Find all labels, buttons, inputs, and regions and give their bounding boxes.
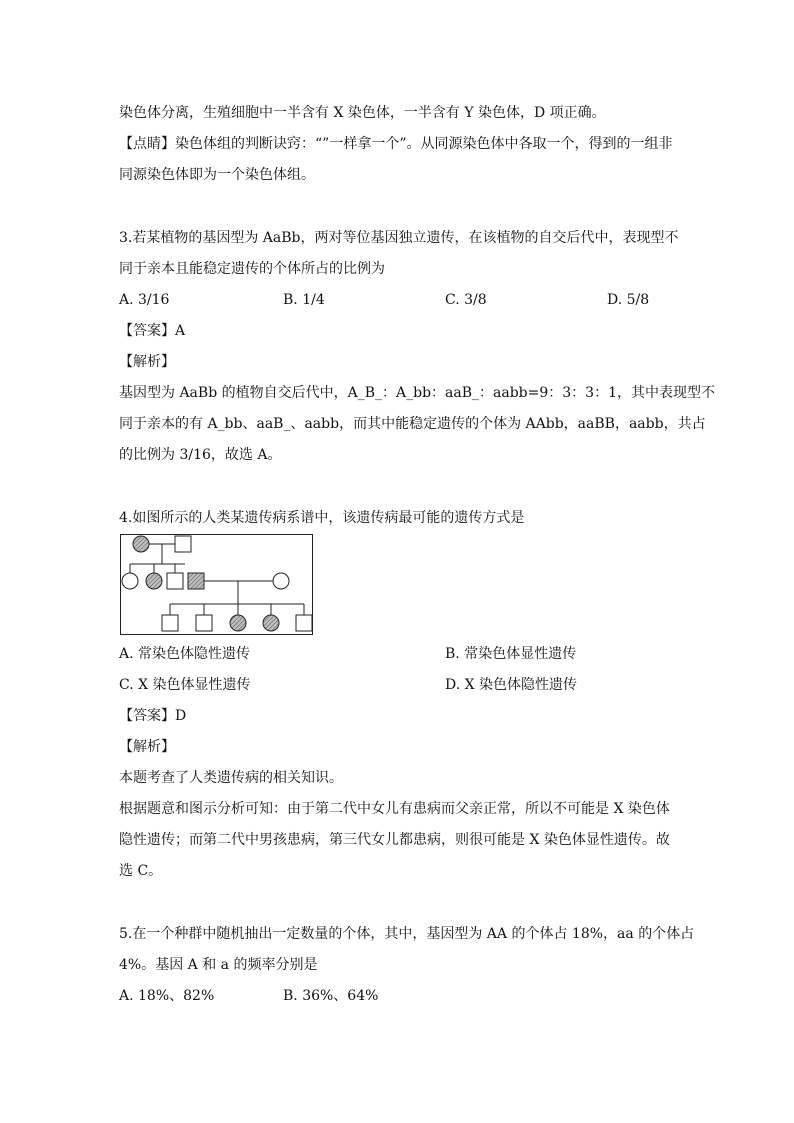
- q3-analysis-line-1: 基因型为 AaBb 的植物自交后代中，A_B_：A_bb：aaB_：aabb=9：3：3：1，其中表现型不: [119, 385, 715, 401]
- q3-analysis-heading: 【解析】: [119, 354, 175, 370]
- gen2-unaffected-male: [167, 573, 183, 589]
- q3-option-c: C. 3/8: [445, 292, 487, 308]
- q3-option-a: A. 3/16: [119, 292, 170, 308]
- gen2-affected-female: [146, 573, 162, 589]
- q5-option-b: B. 36%、64%: [283, 988, 379, 1004]
- q5-stem-line-2: 4%。基因 A 和 a 的频率分别是: [119, 957, 318, 973]
- pedigree-svg: [121, 535, 314, 636]
- gen3-affected-female-2: [263, 615, 279, 631]
- gen1-affected-female: [133, 536, 149, 552]
- gen3-unaffected-male-3: [296, 615, 312, 631]
- gen2-spouse-female: [273, 573, 289, 589]
- q4-answer: 【答案】D: [119, 708, 187, 724]
- gen3-affected-female-1: [230, 615, 246, 631]
- q4-option-d: D. X 染色体隐性遗传: [445, 677, 578, 693]
- intro-line-3: 同源染色体即为一个染色体组。: [119, 167, 315, 183]
- q4-analysis-line-2: 根据题意和图示分析可知：由于第二代中女儿有患病而父亲正常，所以不可能是 X 染色体: [119, 801, 670, 817]
- q3-analysis-line-2: 同于亲本的有 A_bb、aaB_、aabb，而其中能稳定遗传的个体为 AAbb，aaBB，aabb，共占: [119, 416, 706, 432]
- pedigree-chart: [120, 534, 313, 635]
- q4-analysis-heading: 【解析】: [119, 739, 175, 755]
- q3-option-b: B. 1/4: [283, 292, 325, 308]
- q4-option-a: A. 常染色体隐性遗传: [119, 646, 251, 662]
- intro-line-1: 染色体分离，生殖细胞中一半含有 X 染色体，一半含有 Y 染色体，D 项正确。: [119, 105, 606, 121]
- q3-stem-line-2: 同于亲本且能稳定遗传的个体所占的比例为: [119, 261, 385, 277]
- q4-analysis-line-3: 隐性遗传；而第二代中男孩患病，第三代女儿都患病，则很可能是 X 染色体显性遗传。故: [119, 832, 670, 848]
- q4-analysis-line-4: 选 C。: [119, 863, 163, 879]
- q3-option-d: D. 5/8: [607, 292, 650, 308]
- q4-option-c: C. X 染色体显性遗传: [119, 677, 251, 693]
- q3-stem-line-1: 3.若某植物的基因型为 AaBb，两对等位基因独立遗传，在该植物的自交后代中，表现型不: [119, 230, 679, 246]
- q4-option-b: B. 常染色体显性遗传: [445, 646, 577, 662]
- gen2-unaffected-female: [122, 573, 138, 589]
- q3-analysis-line-3: 的比例为 3/16，故选 A。: [119, 447, 282, 463]
- gen2-affected-male: [188, 573, 204, 589]
- gen3-unaffected-male-2: [196, 615, 212, 631]
- q5-stem-line-1: 5.在一个种群中随机抽出一定数量的个体，其中，基因型为 AA 的个体占 18%，aa 的个体占: [119, 926, 695, 942]
- gen1-unaffected-male: [175, 536, 191, 552]
- intro-line-2: 【点睛】染色体组的判断诀窍：“”一样拿一个”。从同源染色体中各取一个，得到的一组非: [119, 136, 673, 152]
- q4-stem: 4.如图所示的人类某遗传病系谱中，该遗传病最可能的遗传方式是: [119, 510, 525, 526]
- q5-option-a: A. 18%、82%: [119, 988, 215, 1004]
- gen3-unaffected-male-1: [162, 615, 178, 631]
- q4-analysis-line-1: 本题考查了人类遗传病的相关知识。: [119, 770, 343, 786]
- q3-answer: 【答案】A: [119, 323, 186, 339]
